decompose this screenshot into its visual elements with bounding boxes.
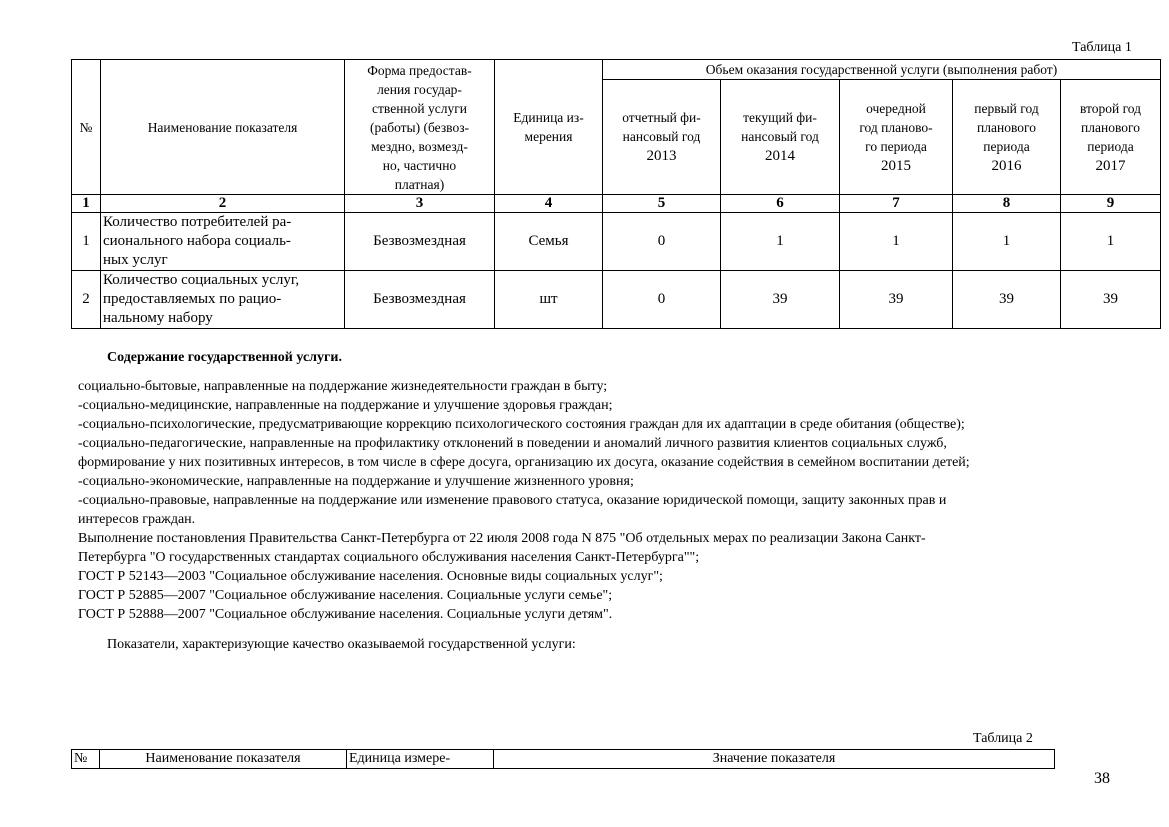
row-value: 1 bbox=[721, 213, 840, 271]
table1 bbox=[71, 59, 1161, 329]
column-number: 1 bbox=[72, 195, 101, 213]
content-line: -социально-педагогические, направленные на профилактику отклонений в поведении и аномалий личного развития клиентов социальных служб, bbox=[78, 436, 947, 451]
content-line: ГОСТ Р 52888—2007 "Социальное обслуживание населения. Социальные услуги детям". bbox=[78, 607, 613, 622]
period-year: 2013 bbox=[646, 148, 677, 164]
content-line: ГОСТ Р 52885—2007 "Социальное обслуживание населения. Социальные услуги семье"; bbox=[78, 588, 613, 603]
period-label: первый год планового периода bbox=[974, 100, 1039, 154]
page-number: 38 bbox=[1094, 770, 1110, 787]
period-label: второй год планового периода bbox=[1079, 100, 1142, 154]
column-number: 2 bbox=[101, 195, 345, 213]
row-value: 0 bbox=[603, 213, 721, 271]
column-number: 3 bbox=[345, 195, 495, 213]
content-line: Петербурга "О государственных стандартах социального обслуживания населения Санкт-Петербурга""; bbox=[78, 550, 700, 565]
table-row bbox=[72, 213, 1161, 271]
quality-heading: Показатели, характеризующие качество оказываемой государственной услуги: bbox=[107, 637, 576, 652]
content-line: интересов граждан. bbox=[78, 512, 196, 527]
column-numbers-row bbox=[72, 195, 1161, 213]
header-period-2015 bbox=[840, 80, 953, 195]
header-unit: Единица из- мерения bbox=[495, 60, 603, 195]
content-body bbox=[78, 377, 1153, 624]
column-number: 5 bbox=[603, 195, 721, 213]
content-line: социально-бытовые, направленные на поддержание жизнедеятельности граждан в быту; bbox=[78, 379, 608, 394]
column-number: 8 bbox=[953, 195, 1061, 213]
row-name: Количество социальных услуг, предоставляемых по рацио- нальному набору bbox=[101, 271, 345, 329]
row-value: 39 bbox=[840, 271, 953, 329]
row-value: 0 bbox=[603, 271, 721, 329]
content-line: -социально-правовые, направленные на поддержание или изменение правового статуса, оказание юридической помощи, защиту законных прав и bbox=[78, 493, 947, 508]
period-label: очередной год планово- го периода bbox=[859, 100, 933, 154]
header-name: Наименование показателя bbox=[101, 60, 345, 195]
period-year: 2014 bbox=[765, 148, 795, 164]
row-value: 39 bbox=[1061, 271, 1161, 329]
header-num: № bbox=[72, 60, 101, 195]
table-row bbox=[72, 271, 1161, 329]
column-number: 6 bbox=[721, 195, 840, 213]
period-label: текущий фи- нансовый год bbox=[741, 110, 819, 144]
content-line: -социально-психологические, предусматривающие коррекцию психологического состояния граждан для их адаптации в среде обитания (обществе); bbox=[78, 417, 965, 432]
column-number: 7 bbox=[840, 195, 953, 213]
header-period-2013 bbox=[603, 80, 721, 195]
row-name: Количество потребителей ра- cионального набора социаль- ных услуг bbox=[101, 213, 345, 271]
column-number: 9 bbox=[1061, 195, 1161, 213]
header-volume-group: Обьем оказания государственной услуги (выполнения работ) bbox=[603, 60, 1161, 80]
row-value: 1 bbox=[1061, 213, 1161, 271]
row-value: 39 bbox=[721, 271, 840, 329]
row-unit: шт bbox=[495, 271, 603, 329]
header-period-2017 bbox=[1061, 80, 1161, 195]
header-form: Форма предостав- ления государ- ственной услуги (работы) (безвоз- мездно, возмезд- но, частично платная) bbox=[345, 60, 495, 195]
table1-caption: Таблица 1 bbox=[1072, 40, 1132, 55]
row-value: 1 bbox=[953, 213, 1061, 271]
row-value: 1 bbox=[840, 213, 953, 271]
period-year: 2016 bbox=[991, 157, 1022, 174]
column-number: 4 bbox=[495, 195, 603, 213]
section-heading: Содержание государственной услуги. bbox=[107, 350, 342, 365]
content-line: -социально-экономические, направленные на поддержание и улучшение жизненного уровня; bbox=[78, 474, 634, 489]
table2 bbox=[71, 749, 1055, 769]
content-line: ГОСТ Р 52143—2003 "Социальное обслуживание населения. Основные виды социальных услуг"; bbox=[78, 569, 663, 584]
row-num: 1 bbox=[72, 213, 101, 271]
row-form: Безвозмездная bbox=[345, 271, 495, 329]
header-period-2016 bbox=[953, 80, 1061, 195]
header-period-2014 bbox=[721, 80, 840, 195]
content-line: Выполнение постановления Правительства Санкт-Петербурга от 22 июля 2008 года N 875 "Об отдельных мерах по реализации Закона Санкт- bbox=[78, 531, 926, 546]
row-num: 2 bbox=[72, 271, 101, 329]
period-year: 2017 bbox=[1095, 157, 1126, 174]
t2-header-value: Значение показателя bbox=[494, 750, 1055, 769]
t2-header-unit: Единица измере- bbox=[347, 750, 494, 769]
period-year: 2015 bbox=[881, 157, 911, 174]
row-unit: Семья bbox=[495, 213, 603, 271]
period-label: отчетный фи- нансовый год bbox=[622, 110, 701, 144]
t2-header-num: № bbox=[72, 750, 100, 769]
content-line: -социально-медицинские, направленные на поддержание и улучшение здоровья граждан; bbox=[78, 398, 613, 413]
row-form: Безвозмездная bbox=[345, 213, 495, 271]
content-line: формирование у них позитивных интересов, в том числе в сфере досуга, организацию их досуга, оказание содействия в семейном воспитании детей; bbox=[78, 455, 970, 470]
row-value: 39 bbox=[953, 271, 1061, 329]
t2-header-name: Наименование показателя bbox=[100, 750, 347, 769]
table2-caption: Таблица 2 bbox=[973, 731, 1033, 746]
